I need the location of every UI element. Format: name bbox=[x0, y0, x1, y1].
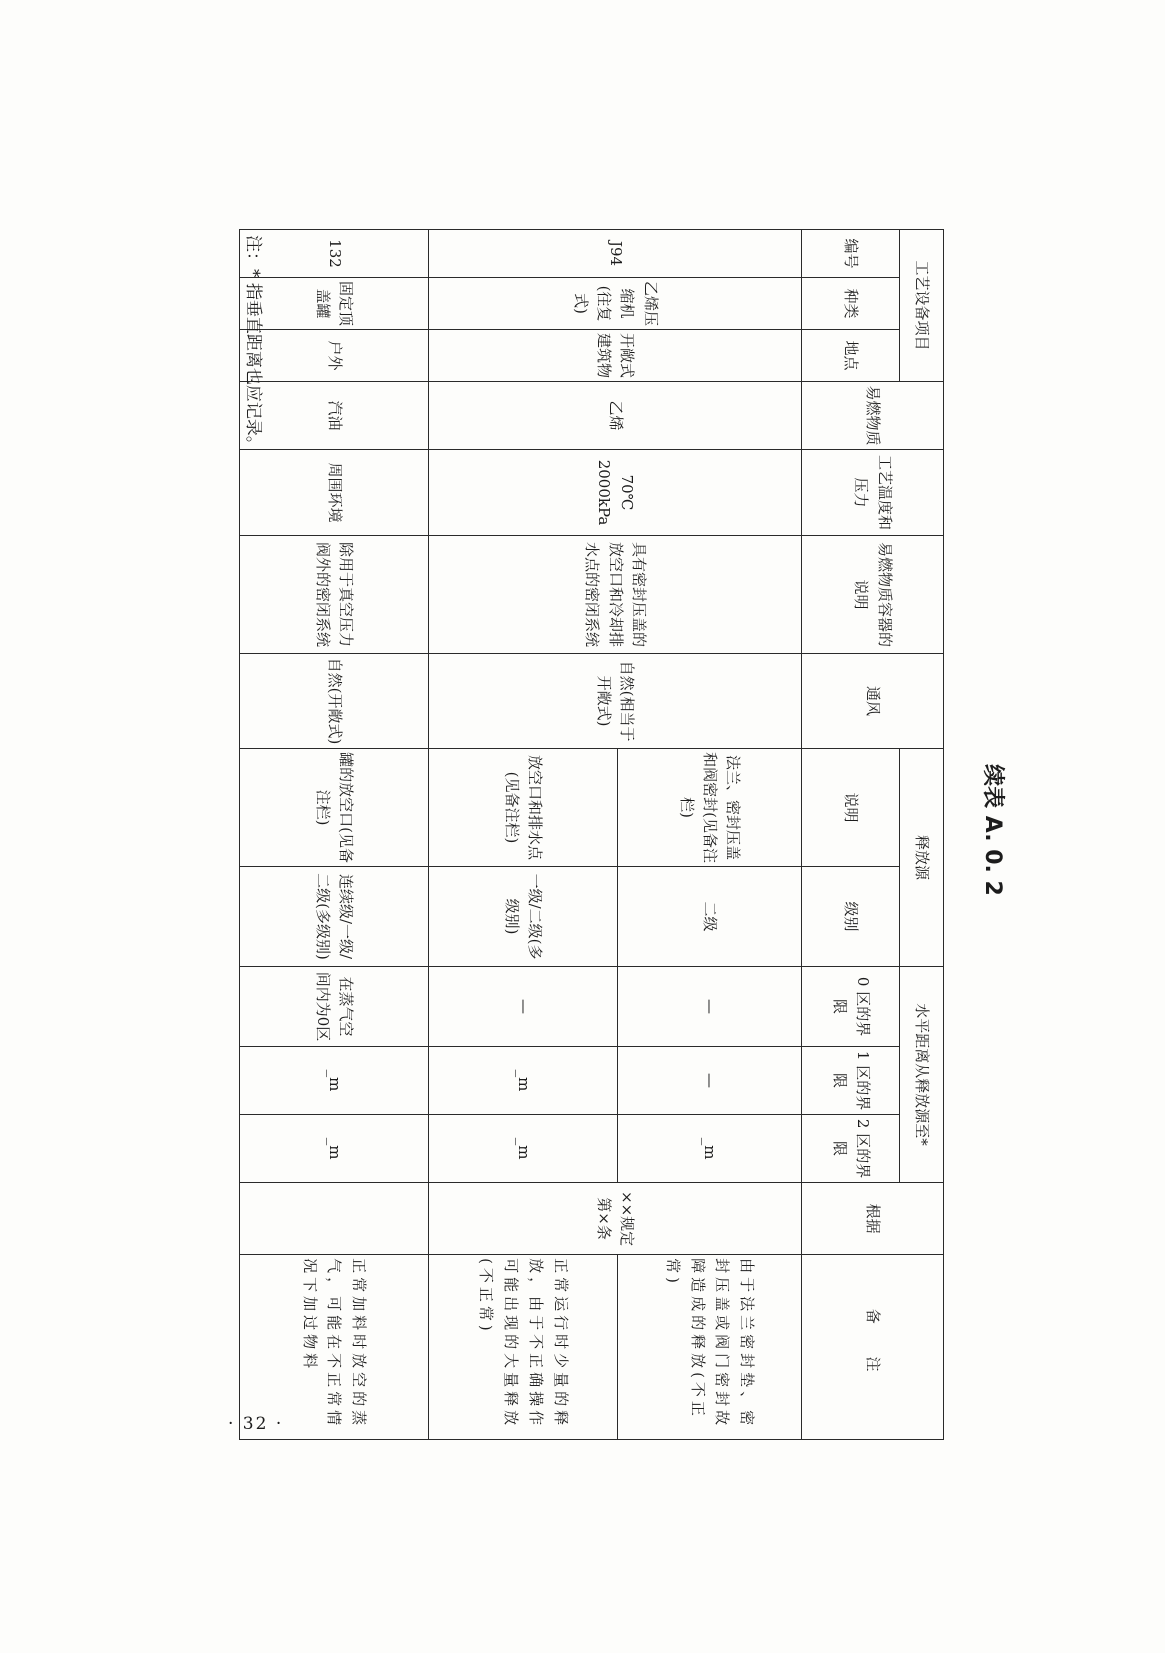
header-equipment-group: 工艺设备项目 bbox=[900, 230, 944, 382]
cell-temp-pressure bbox=[429, 450, 802, 536]
table-footnote: 注：* 指垂直距离也应记录。 bbox=[243, 235, 263, 453]
header-ventilation: 通风 bbox=[802, 654, 944, 749]
cell-release-grade: 二级 bbox=[618, 867, 802, 967]
cell-container: 具有密封压盖的放空口和冷却排水点的密闭系统 bbox=[429, 536, 802, 654]
cell-zone0: 在蒸气空间内为0区 bbox=[240, 967, 429, 1047]
cell-basis bbox=[240, 1183, 429, 1255]
cell-remark: 正常加料时放空的蒸气，可能在不正常情况下加过物料 bbox=[240, 1255, 429, 1440]
rotated-page bbox=[230, 205, 1010, 1455]
header-kind: 种类 bbox=[802, 278, 900, 330]
header-no: 编号 bbox=[802, 230, 900, 278]
page-number: · 32 · bbox=[228, 1414, 284, 1434]
header-zone0: 0 区的界限 bbox=[802, 967, 900, 1047]
cell-temp: 70℃ bbox=[618, 474, 637, 511]
cell-location: 户外 bbox=[240, 330, 429, 382]
header-basis: 根据 bbox=[802, 1183, 944, 1255]
cell-zone1: _m bbox=[429, 1047, 618, 1115]
cell-temp-pressure: 周围环境 bbox=[240, 450, 429, 536]
header-release-desc: 说明 bbox=[802, 749, 900, 867]
cell-flammable: 乙烯 bbox=[429, 382, 802, 450]
cell-release-desc: 法兰、密封压盖和阀密封(见备注栏) bbox=[618, 749, 802, 867]
cell-zone1: — bbox=[618, 1047, 802, 1115]
cell-zone2: _m bbox=[240, 1115, 429, 1183]
header-row-1 bbox=[900, 230, 944, 1440]
cell-location: 开敞式建筑物 bbox=[429, 330, 802, 382]
cell-flammable: 汽油 bbox=[240, 382, 429, 450]
header-release-grade: 级别 bbox=[802, 867, 900, 967]
cell-no: J94 bbox=[429, 230, 802, 278]
header-container-desc: 易燃物质容器的说明 bbox=[802, 536, 944, 654]
header-location: 地点 bbox=[802, 330, 900, 382]
cell-ventilation: 自然(开敞式) bbox=[240, 654, 429, 749]
cell-release-grade: 连续级/一级/二级(多级别) bbox=[240, 867, 429, 967]
cell-zone0: — bbox=[429, 967, 618, 1047]
cell-remark: 正常运行时少量的释放，由于不正确操作可能出现的大量释放(不正常) bbox=[429, 1255, 618, 1440]
cell-kind: 乙烯压缩机(往复式) bbox=[429, 278, 802, 330]
cell-container: 除用于真空压力阀外的密闭系统 bbox=[240, 536, 429, 654]
header-release-source: 释放源 bbox=[900, 749, 944, 967]
header-zone2: 2 区的界限 bbox=[802, 1115, 900, 1183]
cell-zone0: — bbox=[618, 967, 802, 1047]
cell-basis: ××规定第×条 bbox=[429, 1183, 802, 1255]
table-row bbox=[618, 230, 802, 1440]
cell-release-desc: 罐的放空口(见备注栏) bbox=[240, 749, 429, 867]
cell-zone1: _m bbox=[240, 1047, 429, 1115]
table-caption: 续表 A. 0. 2 bbox=[980, 764, 1005, 896]
cell-pressure: 2000kPa bbox=[595, 459, 614, 526]
header-distance-group: 水平距离从释放源至* bbox=[900, 967, 944, 1183]
cell-zone2: _m bbox=[618, 1115, 802, 1183]
header-remark: 备 注 bbox=[802, 1255, 944, 1440]
cell-kind: 固定顶盖罐 bbox=[240, 278, 429, 330]
header-flammable: 易燃物质 bbox=[802, 382, 944, 450]
cell-zone2: _m bbox=[429, 1115, 618, 1183]
header-temp-pressure: 工艺温度和压力 bbox=[802, 450, 944, 536]
cell-release-desc: 放空口和排水点(见备注栏) bbox=[429, 749, 618, 867]
cell-ventilation: 自然(相当于开敞式) bbox=[429, 654, 802, 749]
cell-remark: 由于法兰密封垫、密封压盖或阀门密封故障造成的释放(不正常) bbox=[618, 1255, 802, 1440]
hazard-zone-table bbox=[239, 229, 944, 1440]
cell-no: 132 bbox=[240, 230, 429, 278]
header-zone1: 1 区的界限 bbox=[802, 1047, 900, 1115]
cell-release-grade: 一级/二级(多级别) bbox=[429, 867, 618, 967]
